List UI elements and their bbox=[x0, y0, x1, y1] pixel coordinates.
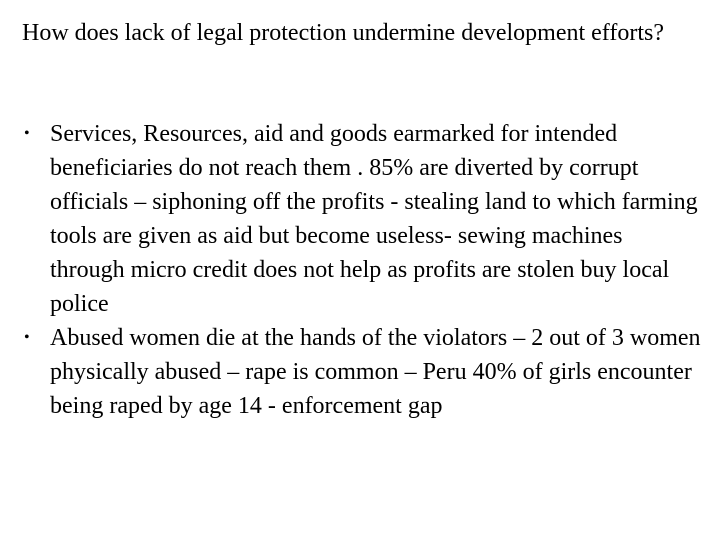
bullet-item bbox=[22, 321, 702, 423]
bullet-list bbox=[22, 117, 702, 423]
bullet-dot-icon: • bbox=[24, 329, 30, 346]
slide-title: How does lack of legal protection undermine development efforts? bbox=[22, 20, 665, 46]
bullet-text: Services, Resources, aid and goods earmarked for intended beneficiaries do not reach them . 85% are diverted by corrupt officials – siphoning off the profits - stealing land to which farming tools are given as aid but become useless- sewing machines through micro credit does not help as profits are stolen buy local police bbox=[50, 121, 698, 317]
bullet-text: Abused women die at the hands of the violators – 2 out of 3 women physically abused – rape is common – Peru 40% of girls encounter being raped by age 14 - enforcement gap bbox=[50, 325, 701, 419]
bullet-item bbox=[22, 117, 702, 321]
bullet-dot-icon: • bbox=[24, 125, 30, 142]
